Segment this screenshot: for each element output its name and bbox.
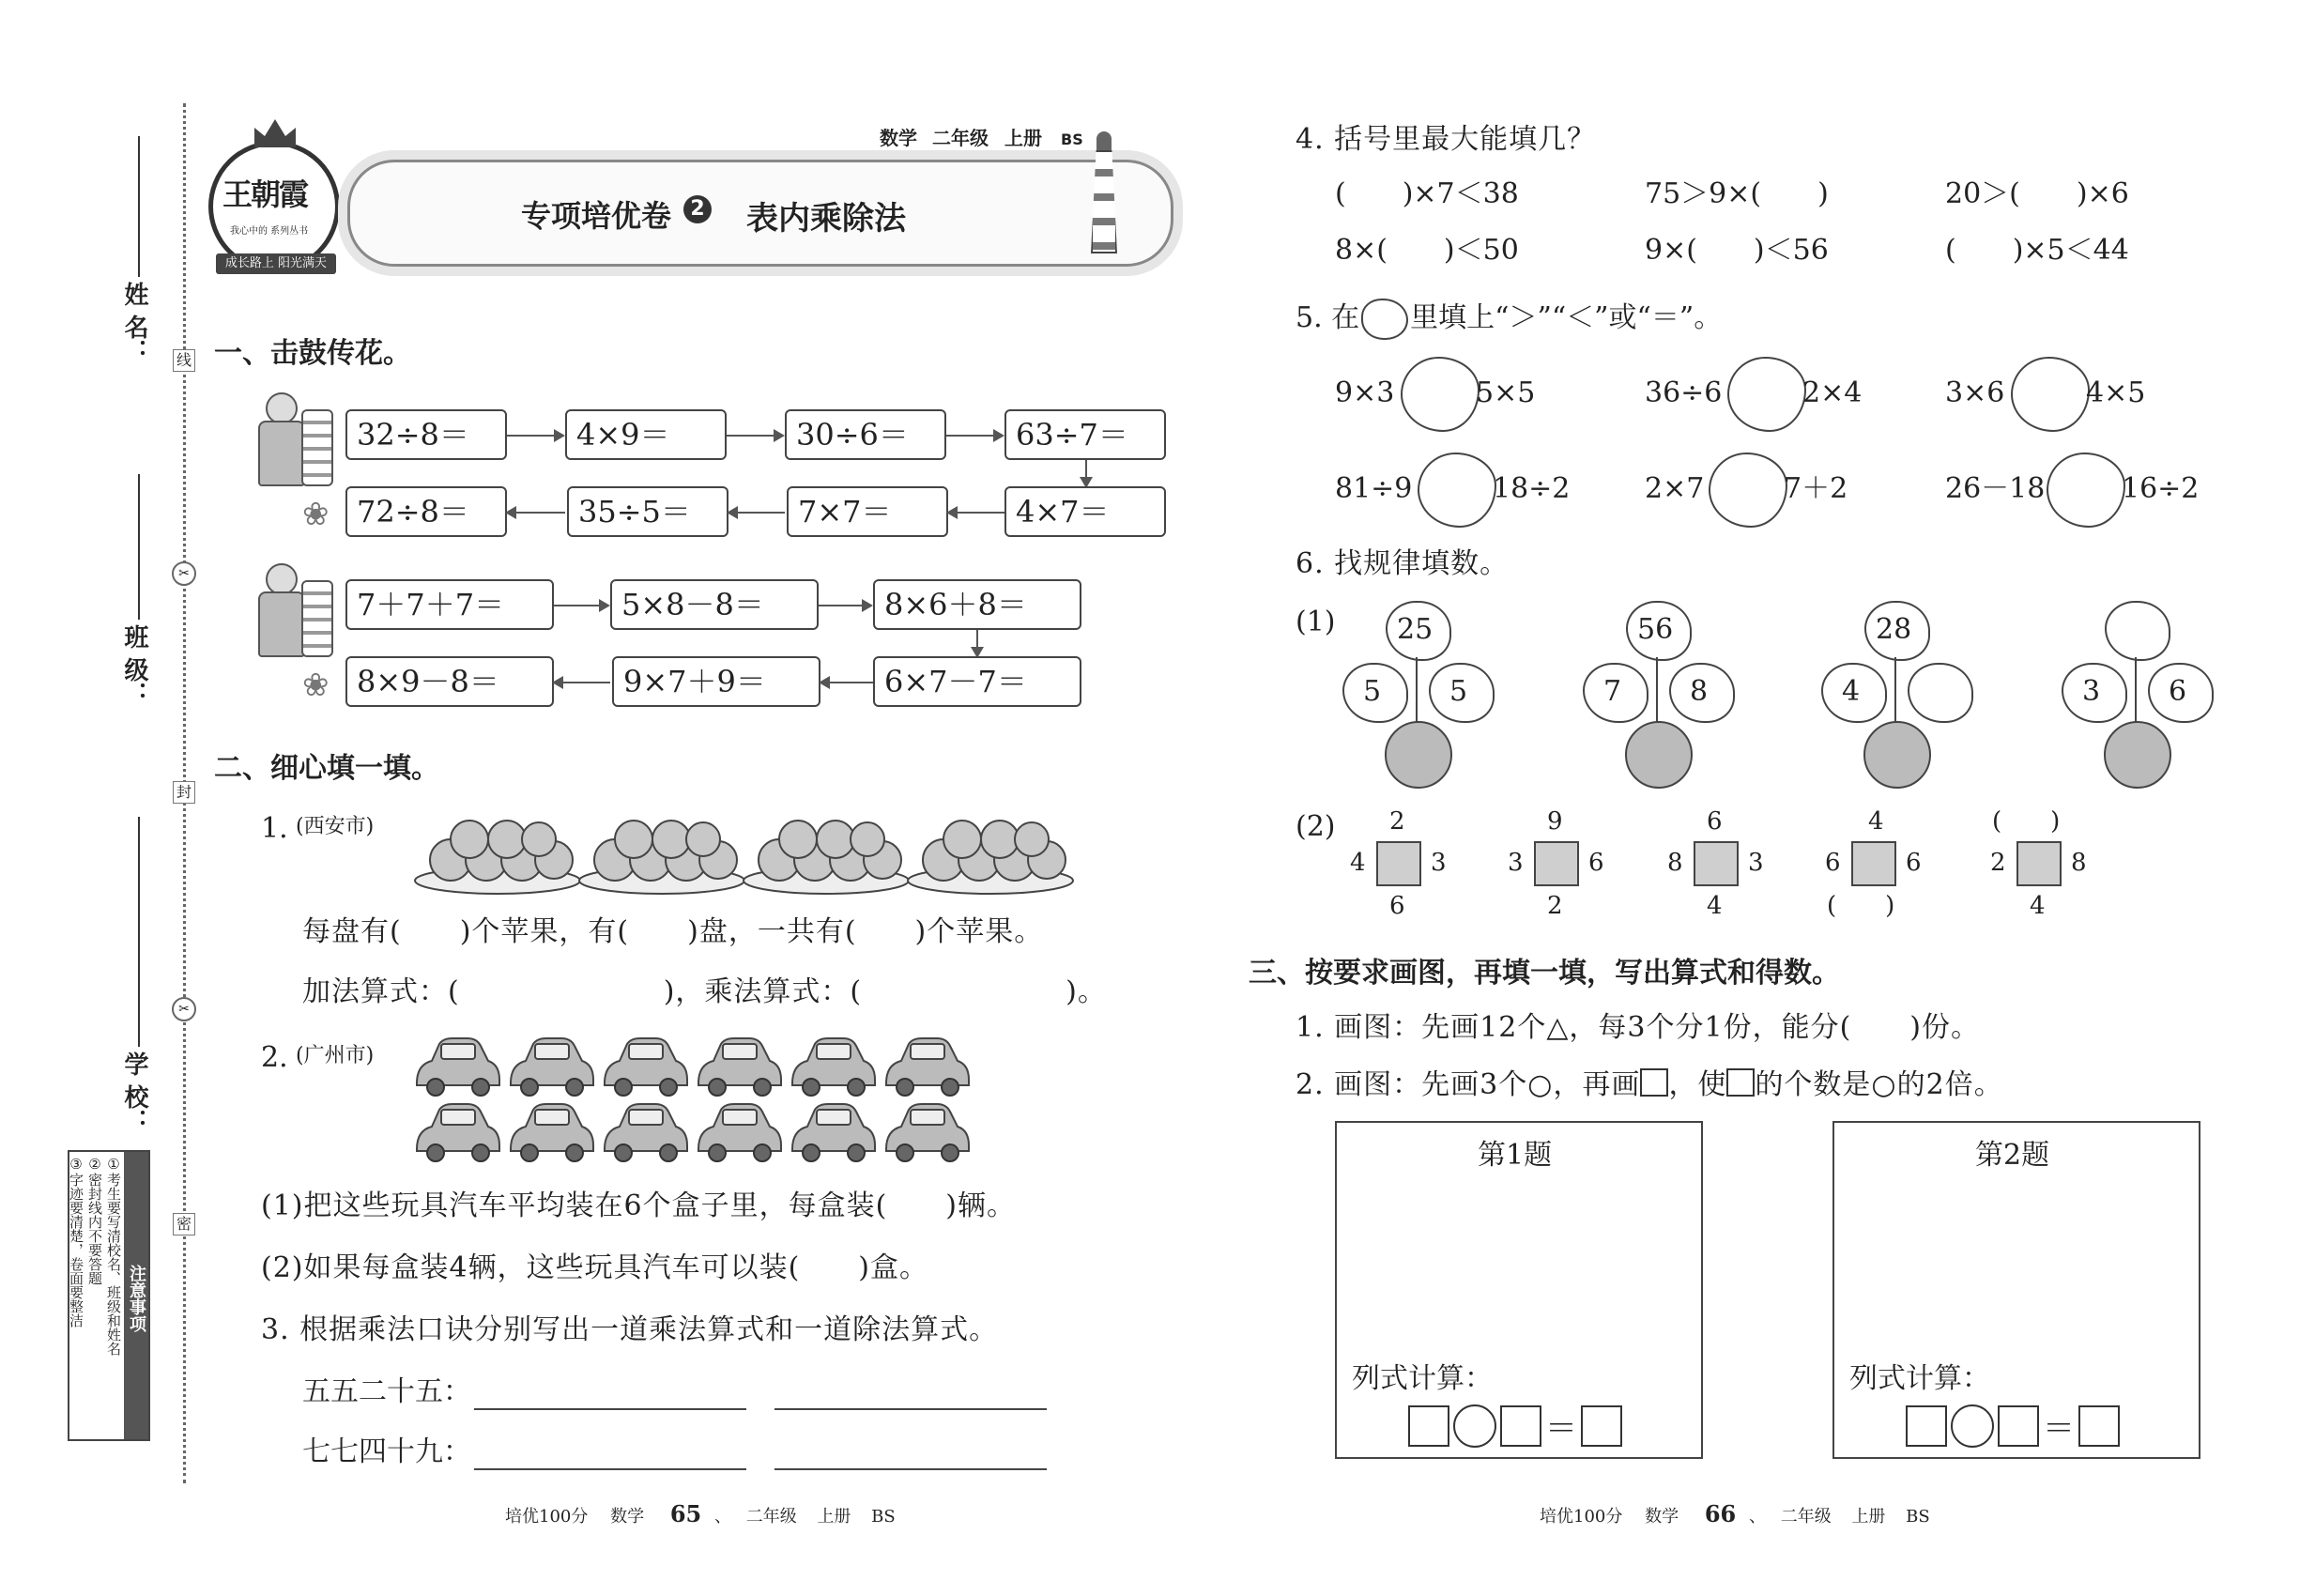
square-top-blank: ( ) [1992,807,2061,836]
q5-right: 16÷2 [2122,472,2200,505]
drummer-figure [258,563,331,657]
q4-item: ( )×7＜38 [1335,177,1519,210]
footer-edition: BS [1906,1507,1930,1527]
q5-left: 3×6 [1945,376,2005,409]
arrow-left [820,682,873,683]
cloud-blank [2011,357,2090,432]
formula-row [1906,1403,2120,1449]
q4-item: 75＞9×( ) [1645,177,1829,210]
box-title: 第1题 [1478,1139,1553,1172]
pot [1625,721,1693,789]
q5-left: 2×7 [1645,472,1705,505]
pot [1385,721,1452,789]
school-label: 学 校： [120,1051,148,1134]
arrow-left [554,682,610,683]
square-bottom: 2 [1547,892,1563,920]
chain2-box: 9×7＋9＝ [612,656,820,707]
q1-line1: 每盘有( )个苹果，有( )盘，一共有( )个苹果。 [302,915,1044,948]
arrow-right [946,435,1003,437]
operator-circle[interactable] [1453,1404,1496,1448]
drawing-box-2[interactable] [1832,1121,2200,1459]
s3-q2-b: ，使 [1668,1068,1727,1101]
square-bottom: 4 [2030,892,2046,920]
footer-sep: 、 [713,1507,731,1527]
notice-title: 注意事项 [124,1152,148,1439]
s3-q1: 1. 画图：先画12个△，每3个分1份，能分( )份。 [1296,1011,1980,1044]
brand-logo [208,141,340,272]
chain1-box: 4×7＝ [1004,486,1166,537]
square-right: 3 [1748,849,1764,877]
section3-heading: 三、按要求画图，再填一填，写出算式和得数。 [1249,957,1840,990]
q5-left: 81÷9 [1335,472,1413,505]
apple-plates [413,806,1089,899]
q5-text [1296,299,1722,340]
brand-slogan: 我心中的 系列丛书 [230,226,309,237]
square-icon [1640,1068,1668,1097]
flower-number-top: 28 [1876,613,1912,646]
lighthouse-icon [1087,131,1121,253]
flower-number-right: 8 [1690,675,1709,708]
gray-square [1694,841,1739,886]
gray-square [1376,841,1421,886]
square-right: 6 [1906,849,1922,877]
q5-post: 里填上“＞”“＜”或“＝”。 [1410,301,1723,334]
square-right: 6 [1588,849,1604,877]
cloud-blank [1401,357,1480,432]
toy-cars [413,1035,976,1166]
square-right: 3 [1431,849,1447,877]
arrow-down [1085,460,1087,486]
footer-edition: BS [871,1507,896,1527]
arrow-right [819,605,871,606]
flower-number-left: 7 [1603,675,1622,708]
page-title-a: 专项培优卷 [521,198,672,234]
answer-line [474,1468,746,1470]
flower-number-top: 56 [1637,613,1674,646]
notice-item: ①考生要写清校名、班级和姓名 [105,1156,122,1356]
q2-number: 2. [261,1041,288,1074]
meta-volume: 上册 [1004,127,1042,149]
arrow-left [948,512,1004,514]
cloud-icon [1361,299,1408,340]
notice-item: ③字迹要清楚，卷面要整洁 [68,1156,84,1327]
class-label: 班 级： [120,624,148,707]
q6-part1-label: (1) [1296,606,1336,638]
q2-sub1: (1)把这些玩具汽车平均装在6个盒子里，每盒装( )辆。 [261,1189,1016,1222]
square-left: 3 [1508,849,1524,877]
answer-square[interactable] [1500,1405,1541,1447]
answer-line [474,1408,746,1410]
drummer-figure [258,392,331,486]
cut-mark-xian: 线 [173,349,195,372]
answer-line [774,1468,1047,1470]
q4-item: ( )×5＜44 [1945,234,2129,267]
q5-left: 36÷6 [1645,376,1723,409]
equals-sign: ＝ [1545,1410,1577,1448]
chain1-box: 63÷7＝ [1004,409,1166,460]
square-bottom: 6 [1389,892,1405,920]
arrow-right [727,435,783,437]
section2-heading: 二、细心填一填。 [214,752,439,785]
number-square-group [1983,809,2124,922]
square-top: 6 [1707,807,1723,836]
answer-square[interactable] [1581,1405,1622,1447]
scissors-icon: ✂ [172,997,196,1021]
petal-top [2105,601,2170,661]
answer-line [774,1408,1047,1410]
cut-mark-mi: 密 [173,1213,195,1235]
pot [1863,721,1931,789]
meta-edition: BS [1061,130,1083,148]
square-right: 8 [2071,849,2087,877]
school-line [138,817,140,1047]
flower-pot [2062,601,2212,789]
arrow-right [554,605,608,606]
meta-grade: 二年级 [932,127,989,149]
q4-item: 9×( )＜56 [1645,234,1829,267]
footer-subject: 数学 [610,1507,645,1527]
apple-plate-illustration [413,806,1089,899]
q2-city: (广州市) [296,1044,375,1067]
square-left: 2 [1990,849,2006,877]
q5-left: 26－18 [1945,472,2046,505]
square-top: 2 [1389,807,1405,836]
brand-name: 王朝霞 [222,176,308,212]
chain1-box: 30÷6＝ [785,409,946,460]
square-left: 4 [1350,849,1366,877]
q5-pre: 5. 在 [1296,301,1360,334]
square-top: 4 [1868,807,1884,836]
q6-part2-label: (2) [1296,810,1336,843]
scissors-icon: ✂ [172,561,196,586]
cloud-blank [1727,357,1806,432]
q1-number: 1. [261,812,288,845]
footer-left [505,1500,896,1527]
flower-number-right: 5 [1449,675,1468,708]
flower-number-right: 6 [2169,675,2187,708]
arrow-left [728,512,785,514]
chain1-box: 4×9＝ [565,409,727,460]
page-number: 65 [669,1500,702,1527]
chain2-box: 5×8－8＝ [610,579,819,630]
footer-grade: 二年级 [1780,1507,1832,1527]
toy-car-illustration [413,1035,976,1166]
page-number: 66 [1704,1500,1737,1527]
flower-number-left: 4 [1842,675,1861,708]
flower-pot [1342,601,1493,789]
name-line [138,136,140,277]
q6-text: 6. 找规律填数。 [1296,547,1510,580]
brand-banner: 成长路上 阳光满天 [216,253,336,274]
footer-subject: 数学 [1645,1507,1679,1527]
number-square-group [1500,809,1622,922]
chain1-box: 32÷8＝ [345,409,507,460]
q4-item: 8×( )＜50 [1335,234,1519,267]
square-icon [1726,1068,1755,1097]
flower-icon: ❀ [302,496,330,533]
number-square-group [1660,809,1782,922]
chain2-box: 8×9－8＝ [345,656,554,707]
footer-sep: 、 [1748,1507,1766,1527]
s3-q2-a: 2. 画图：先画3个○，再画 [1296,1068,1641,1101]
square-left: 8 [1667,849,1683,877]
notice-box [68,1150,150,1441]
meta-subject: 数学 [880,127,917,149]
page-title-b: 表内乘除法 [746,200,906,238]
cloud-blank [2047,453,2125,528]
gray-square [1851,841,1896,886]
box-title: 第2题 [1975,1139,2050,1172]
chain1-box: 7×7＝ [787,486,948,537]
flower-pot [1583,601,1733,789]
cloud-blank [1418,453,1496,528]
gray-square [1534,841,1579,886]
answer-square[interactable] [1906,1405,1947,1447]
flower-number-top: 25 [1397,613,1434,646]
answer-square[interactable] [2078,1405,2120,1447]
operator-circle[interactable] [1951,1404,1994,1448]
answer-square[interactable] [1408,1405,1449,1447]
equals-sign: ＝ [2043,1410,2075,1448]
number-square-group [1342,809,1464,922]
q1-city: (西安市) [296,815,375,838]
q1-line2: 加法算式：( )，乘法算式：( )。 [302,975,1107,1008]
cut-mark-feng: 封 [173,781,195,804]
chain1-box: 35÷5＝ [567,486,728,537]
q5-right: 18÷2 [1493,472,1571,505]
s3-q2 [1296,1068,2003,1099]
footer-right [1540,1500,1930,1527]
q2-sub2: (2)如果每盒装4辆，这些玩具汽车可以装( )盒。 [261,1251,928,1284]
q5-left: 9×3 [1335,376,1395,409]
flower-icon: ❀ [302,667,330,704]
square-bottom-blank: ( ) [1827,892,1895,920]
calc-label: 列式计算： [1849,1362,1990,1395]
petal-right [1908,663,1973,723]
drawing-box-1[interactable] [1335,1121,1703,1459]
cloud-blank [1709,453,1787,528]
footer-series: 培优100分 [1540,1507,1623,1527]
pot [2104,721,2171,789]
q5-right: 2×4 [1802,376,1863,409]
gray-square [2016,841,2062,886]
chain1-box: 72÷8＝ [345,486,507,537]
answer-square[interactable] [1998,1405,2039,1447]
square-bottom: 4 [1707,892,1723,920]
crown-icon [254,119,296,147]
flower-number-left: 5 [1363,675,1382,708]
name-label: 姓 名： [120,282,148,364]
q5-right: 7＋2 [1784,472,1848,505]
footer-volume: 上册 [1851,1507,1886,1527]
chain2-box: 8×6＋8＝ [873,579,1081,630]
chain2-box: 7＋7＋7＝ [345,579,554,630]
s3-q2-c: 的个数是○的2倍。 [1755,1068,2003,1101]
square-top: 9 [1547,807,1563,836]
arrow-down [976,630,978,656]
chain2-box: 6×7－7＝ [873,656,1081,707]
flower-pot [1821,601,1971,789]
page-title-number: 2 [683,195,712,223]
calc-label: 列式计算： [1352,1362,1493,1395]
class-line [138,474,140,620]
formula-row [1408,1403,1622,1449]
notice-item: ②密封线内不要答题 [86,1156,103,1285]
number-square-group [1817,809,1958,922]
q5-right: 4×5 [2086,376,2146,409]
q4-item: 20＞( )×6 [1945,177,2129,210]
footer-series: 培优100分 [505,1507,589,1527]
arrow-right [507,435,563,437]
q4-text: 4. 括号里最大能填几？ [1296,123,1597,156]
arrow-left [507,512,565,514]
q5-right: 5×5 [1476,376,1536,409]
section1-heading: 一、击鼓传花。 [214,337,411,370]
q3-text: 3. 根据乘法口诀分别写出一道乘法算式和一道除法算式。 [261,1313,999,1346]
footer-grade: 二年级 [745,1507,797,1527]
q3-item: 五五二十五： [302,1375,471,1408]
footer-volume: 上册 [817,1507,851,1527]
square-left: 6 [1825,849,1841,877]
flower-number-left: 3 [2082,675,2101,708]
q3-item: 七七四十九： [302,1435,471,1468]
